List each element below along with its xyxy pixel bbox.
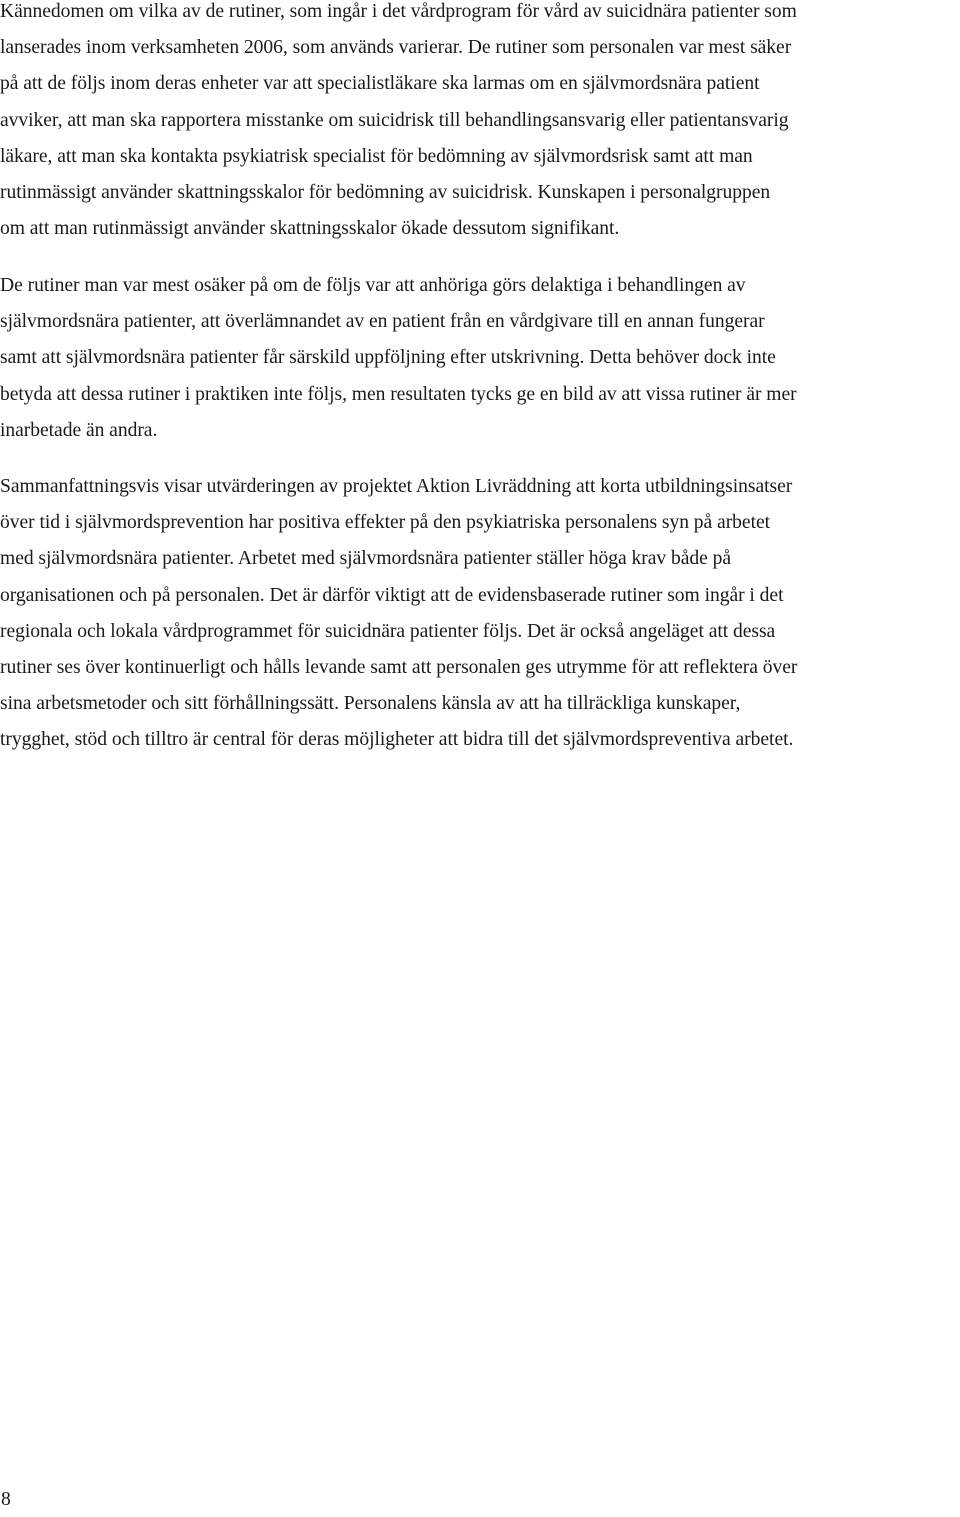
text-line: om att man rutinmässigt använder skattningsskalor ökade dessutom signifikant. (0, 218, 620, 240)
text-line: över tid i självmordsprevention har positiva effekter på den psykiatriska personalens syn på arbetet (0, 512, 770, 534)
text-line: rutinmässigt använder skattningsskalor för bedömning av suicidrisk. Kunskapen i personalgruppen (0, 182, 771, 204)
text-line: avviker, att man ska rapportera misstanke om suicidrisk till behandlingsansvarig eller patientansvarig (0, 109, 789, 131)
text-line: Sammanfattningsvis visar utvärderingen av projektet Aktion Livräddning att korta utbildningsinsatser (0, 476, 793, 497)
text-line: trygghet, stöd och tilltro är central för deras möjligheter att bidra till det självmordspreventiva arbetet. (0, 729, 794, 751)
text-line: regionala och lokala vårdprogrammet för suicidnära patienter följs. Det är också angeläget att dessa (0, 620, 776, 642)
text-line: rutiner ses över kontinuerligt och hålls levande samt att personalen ges utrymme för att reflektera över (0, 657, 798, 679)
text-line: läkare, att man ska kontakta psykiatrisk specialist för bedömning av självmordsrisk samt att man (0, 145, 753, 167)
text-line: lanserades inom verksamheten 2006, som används varierar. De rutiner som personalen var mest säker (0, 37, 792, 59)
text-line: självmordsnära patienter, att överlämnandet av en patient från en vårdgivare till en annan fungerar (0, 311, 765, 333)
text-line: betyda att dessa rutiner i praktiken inte följs, men resultaten tycks ge en bild av att vissa rutiner är mer (0, 383, 797, 405)
paragraph-summary (0, 469, 958, 759)
text-line: Kännedomen om vilka av de rutiner, som ingår i det vårdprogram för vård av suicidnära patienter som (0, 1, 797, 22)
text-line: inarbetade än andra. (0, 419, 158, 441)
text-line: samt att självmordsnära patienter får särskild uppföljning efter utskrivning. Detta behöver dock inte (0, 347, 776, 369)
text-line: på att de följs inom deras enheter var att specialistläkare ska larmas om en självmordsnära patient (0, 73, 760, 95)
text-line: sina arbetsmetoder och sitt förhållningssätt. Personalens känsla av att ha tillräckliga kunskaper, (0, 693, 741, 715)
paragraph-routines-knowledge (0, 0, 958, 247)
page-number: 8 (1, 1489, 11, 1510)
text-line: med självmordsnära patienter. Arbetet med självmordsnära patienter ställer höga krav både på (0, 548, 731, 570)
paragraph-uncertain-routines (0, 268, 958, 449)
text-line: organisationen och på personalen. Det är därför viktigt att de evidensbaserade rutiner som ingår i det (0, 584, 784, 606)
text-line: De rutiner man var mest osäker på om de följs var att anhöriga görs delaktiga i behandlingen av (0, 275, 746, 296)
